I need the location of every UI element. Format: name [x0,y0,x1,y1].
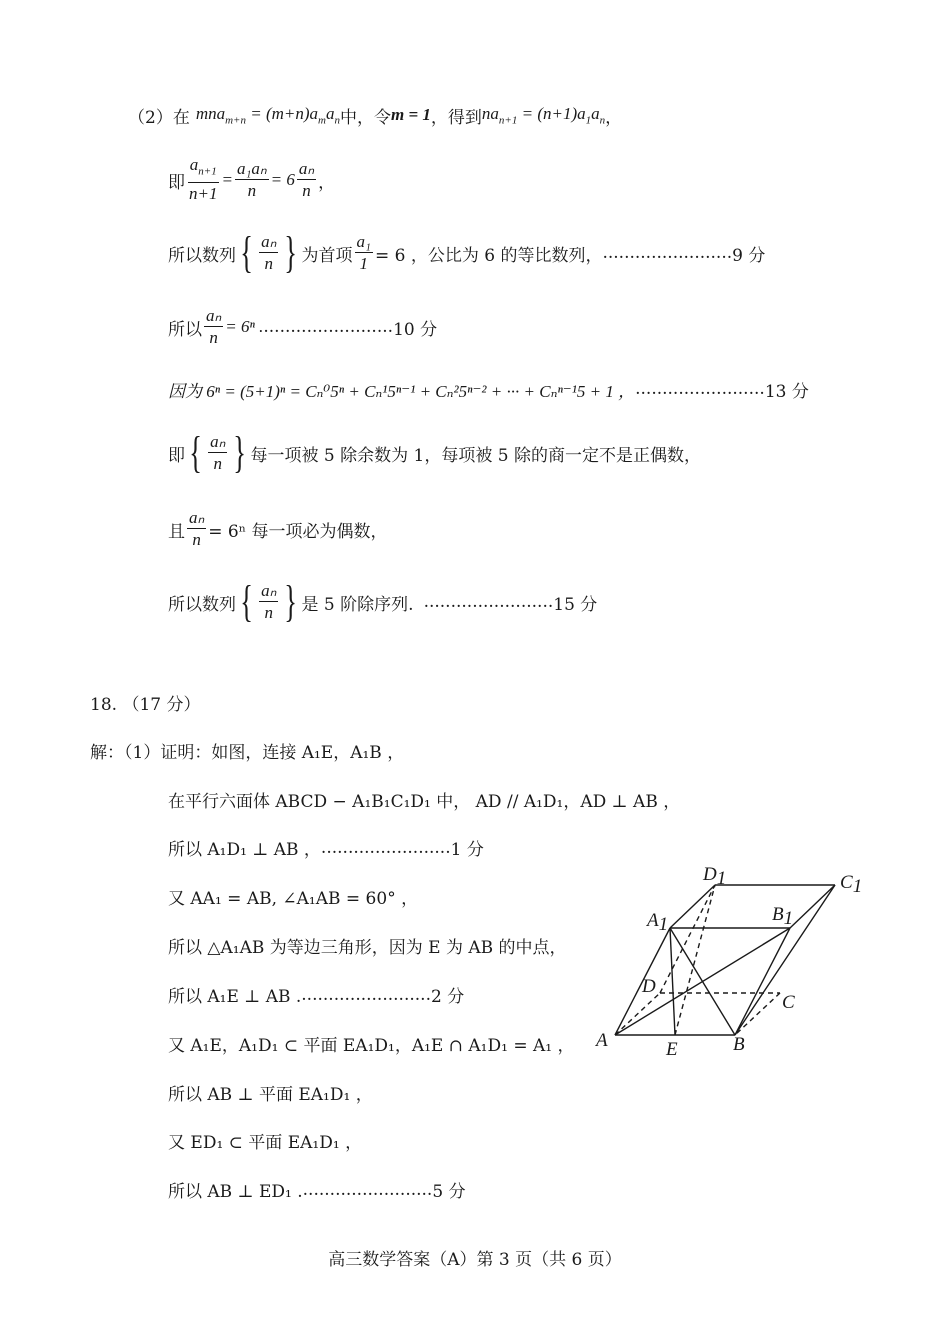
q18-step-9: 又 ED₁ ⊂ 平面 EA₁D₁ ， [168,1133,363,1153]
fraction: $\frac{a_{n+1}}{n+1}$ [189,155,218,203]
label-e: E [666,1039,678,1060]
part2-line-8: 所以数列 { $\frac{\text{aₙ}}{n}$ } 是 5 阶除序列. ........................ 15 分 [168,577,598,626]
score: 13 分 [764,381,809,402]
edge-d-d1 [660,885,715,993]
score-dots: ........................ [302,1179,433,1200]
score-dots: ........................ [635,379,765,399]
edge-a1-d1 [670,885,715,928]
q18-step-4: 又 AA₁ = AB, ∠A₁AB = 60° ， [168,889,419,909]
page-footer: 高三数学答案（A）第 3 页（共 6 页） [328,1250,622,1270]
q18-step-7: 又 A₁E，A₁D₁ ⊂ 平面 EA₁D₁，A₁E ∩ A₁D₁ = A₁ ， [168,1036,575,1056]
question-18-header: 18. （17 分） [90,695,201,715]
q18-step-8: 所以 AB ⊥ 平面 EA₁D₁ ， [168,1085,373,1105]
part2-line-4: 所以 $\frac{\text{aₙ}}{n}$ = 6ⁿ . ........................ 10 分 [168,305,438,347]
part-label: （2） [128,107,173,128]
part2-line-1: （2） 在 $mna_{m+n} = (m+n)a_ma_n$ 中，令 m = 1 ，得到 $na_{n+1} = (n+1)a_1a_n$ ， [128,103,623,128]
segment-a1-e [670,928,675,1035]
edge-c-b [735,993,780,1035]
score: 1 分 [450,840,484,860]
parallelepiped-figure [590,860,875,1065]
fraction: $\frac{\text{aₙ}}{n}$ [189,507,205,549]
q18-step-10: 所以 AB ⊥ ED₁ . ........................ 5 分 [168,1177,466,1202]
score: 2 分 [430,987,465,1007]
score-dots: ........................ [301,984,431,1005]
score-dots: ........................ [423,592,554,612]
segment-e-d1 [675,885,715,1035]
score: 10 分 [393,319,438,340]
derived-formula: $na_{n+1} = (n+1)a_1a_n$ [481,103,606,127]
part2-line-2: 即 $\frac{a_{n+1}}{n+1}$ = $\frac{\text{a₁aₙ}}{n}$ = 6 $\frac{\text{aₙ}}{n}$ ， [168,155,336,203]
label-a1: A1 [647,910,669,935]
fraction: $\frac{\text{a₁}}{1}$ [356,231,371,273]
score: 15 分 [553,594,598,615]
label-c: C [782,992,795,1013]
label-b1: B1 [772,904,794,929]
part2-line-3: 所以数列 { $\frac{\text{aₙ}}{n}$ } 为首项 $\frac{\text{a₁}}{1}$ = 6 ，公比为 6 的等比数列， ........................ 9 分 [168,228,766,277]
part2-line-5: 因为 6ⁿ = (5+1)ⁿ = Cₙ⁰5ⁿ + Cₙ¹5ⁿ⁻¹ + Cₙ²5ⁿ⁻² + ··· + Cₙⁿ⁻¹5 + 1 ， ........................ 13 分 [168,374,809,404]
edge-b1-c1 [790,885,835,928]
q18-step-2: 在平行六面体 ABCD − A₁B₁C₁D₁ 中， AD // A₁D₁，AD ⊥ AB ， [168,792,681,812]
fraction: $\frac{\text{a₁aₙ}}{n}$ [236,158,267,200]
score: 5 分 [432,1182,466,1202]
label-c1: C1 [840,872,863,897]
q18-step-3: 所以 A₁D₁ ⊥ AB ， ........................ 1 分 [168,835,484,860]
q18-step-1: 解：（1）证明：如图，连接 A₁E，A₁B ， [90,743,405,763]
sequence-brace: { $\frac{\text{aₙ}}{n}$ } [240,228,298,277]
q18-step-6: 所以 A₁E ⊥ AB . ........................ 2 分 [168,982,464,1007]
label-a: A [596,1030,608,1051]
fraction: $\frac{\text{aₙ}}{n}$ [298,158,315,200]
part2-line-6: 即 { $\frac{\text{aₙ}}{n}$ } 每一项被 5 除余数为 1，每项被 5 除的商一定不是正偶数， [168,428,701,477]
fraction: $\frac{\text{aₙ}}{n}$ [206,305,222,347]
recurrence-formula: $mna_{m+n} = (m+n)a_ma_n$ [195,103,340,127]
score-dots: ........................ [602,243,733,263]
score-dots: ........................ [320,837,451,858]
figure-labels [594,864,862,1060]
sequence-brace: { $\frac{\text{aₙ}}{n}$ } [189,428,247,477]
label-b: B [733,1034,745,1055]
score: 9 分 [732,245,766,266]
label-d: D [642,976,656,997]
part2-line-7: 且 $\frac{\text{aₙ}}{n}$ = 6ⁿ 每一项必为偶数， [168,507,388,549]
q18-step-5: 所以 △A₁AB 为等边三角形，因为 E 为 AB 的中点， [168,938,567,958]
score-dots: ........................ [263,317,394,337]
edge-a-d [615,993,660,1035]
label-d1: D1 [703,864,727,889]
sequence-brace: { $\frac{\text{aₙ}}{n}$ } [240,577,298,626]
